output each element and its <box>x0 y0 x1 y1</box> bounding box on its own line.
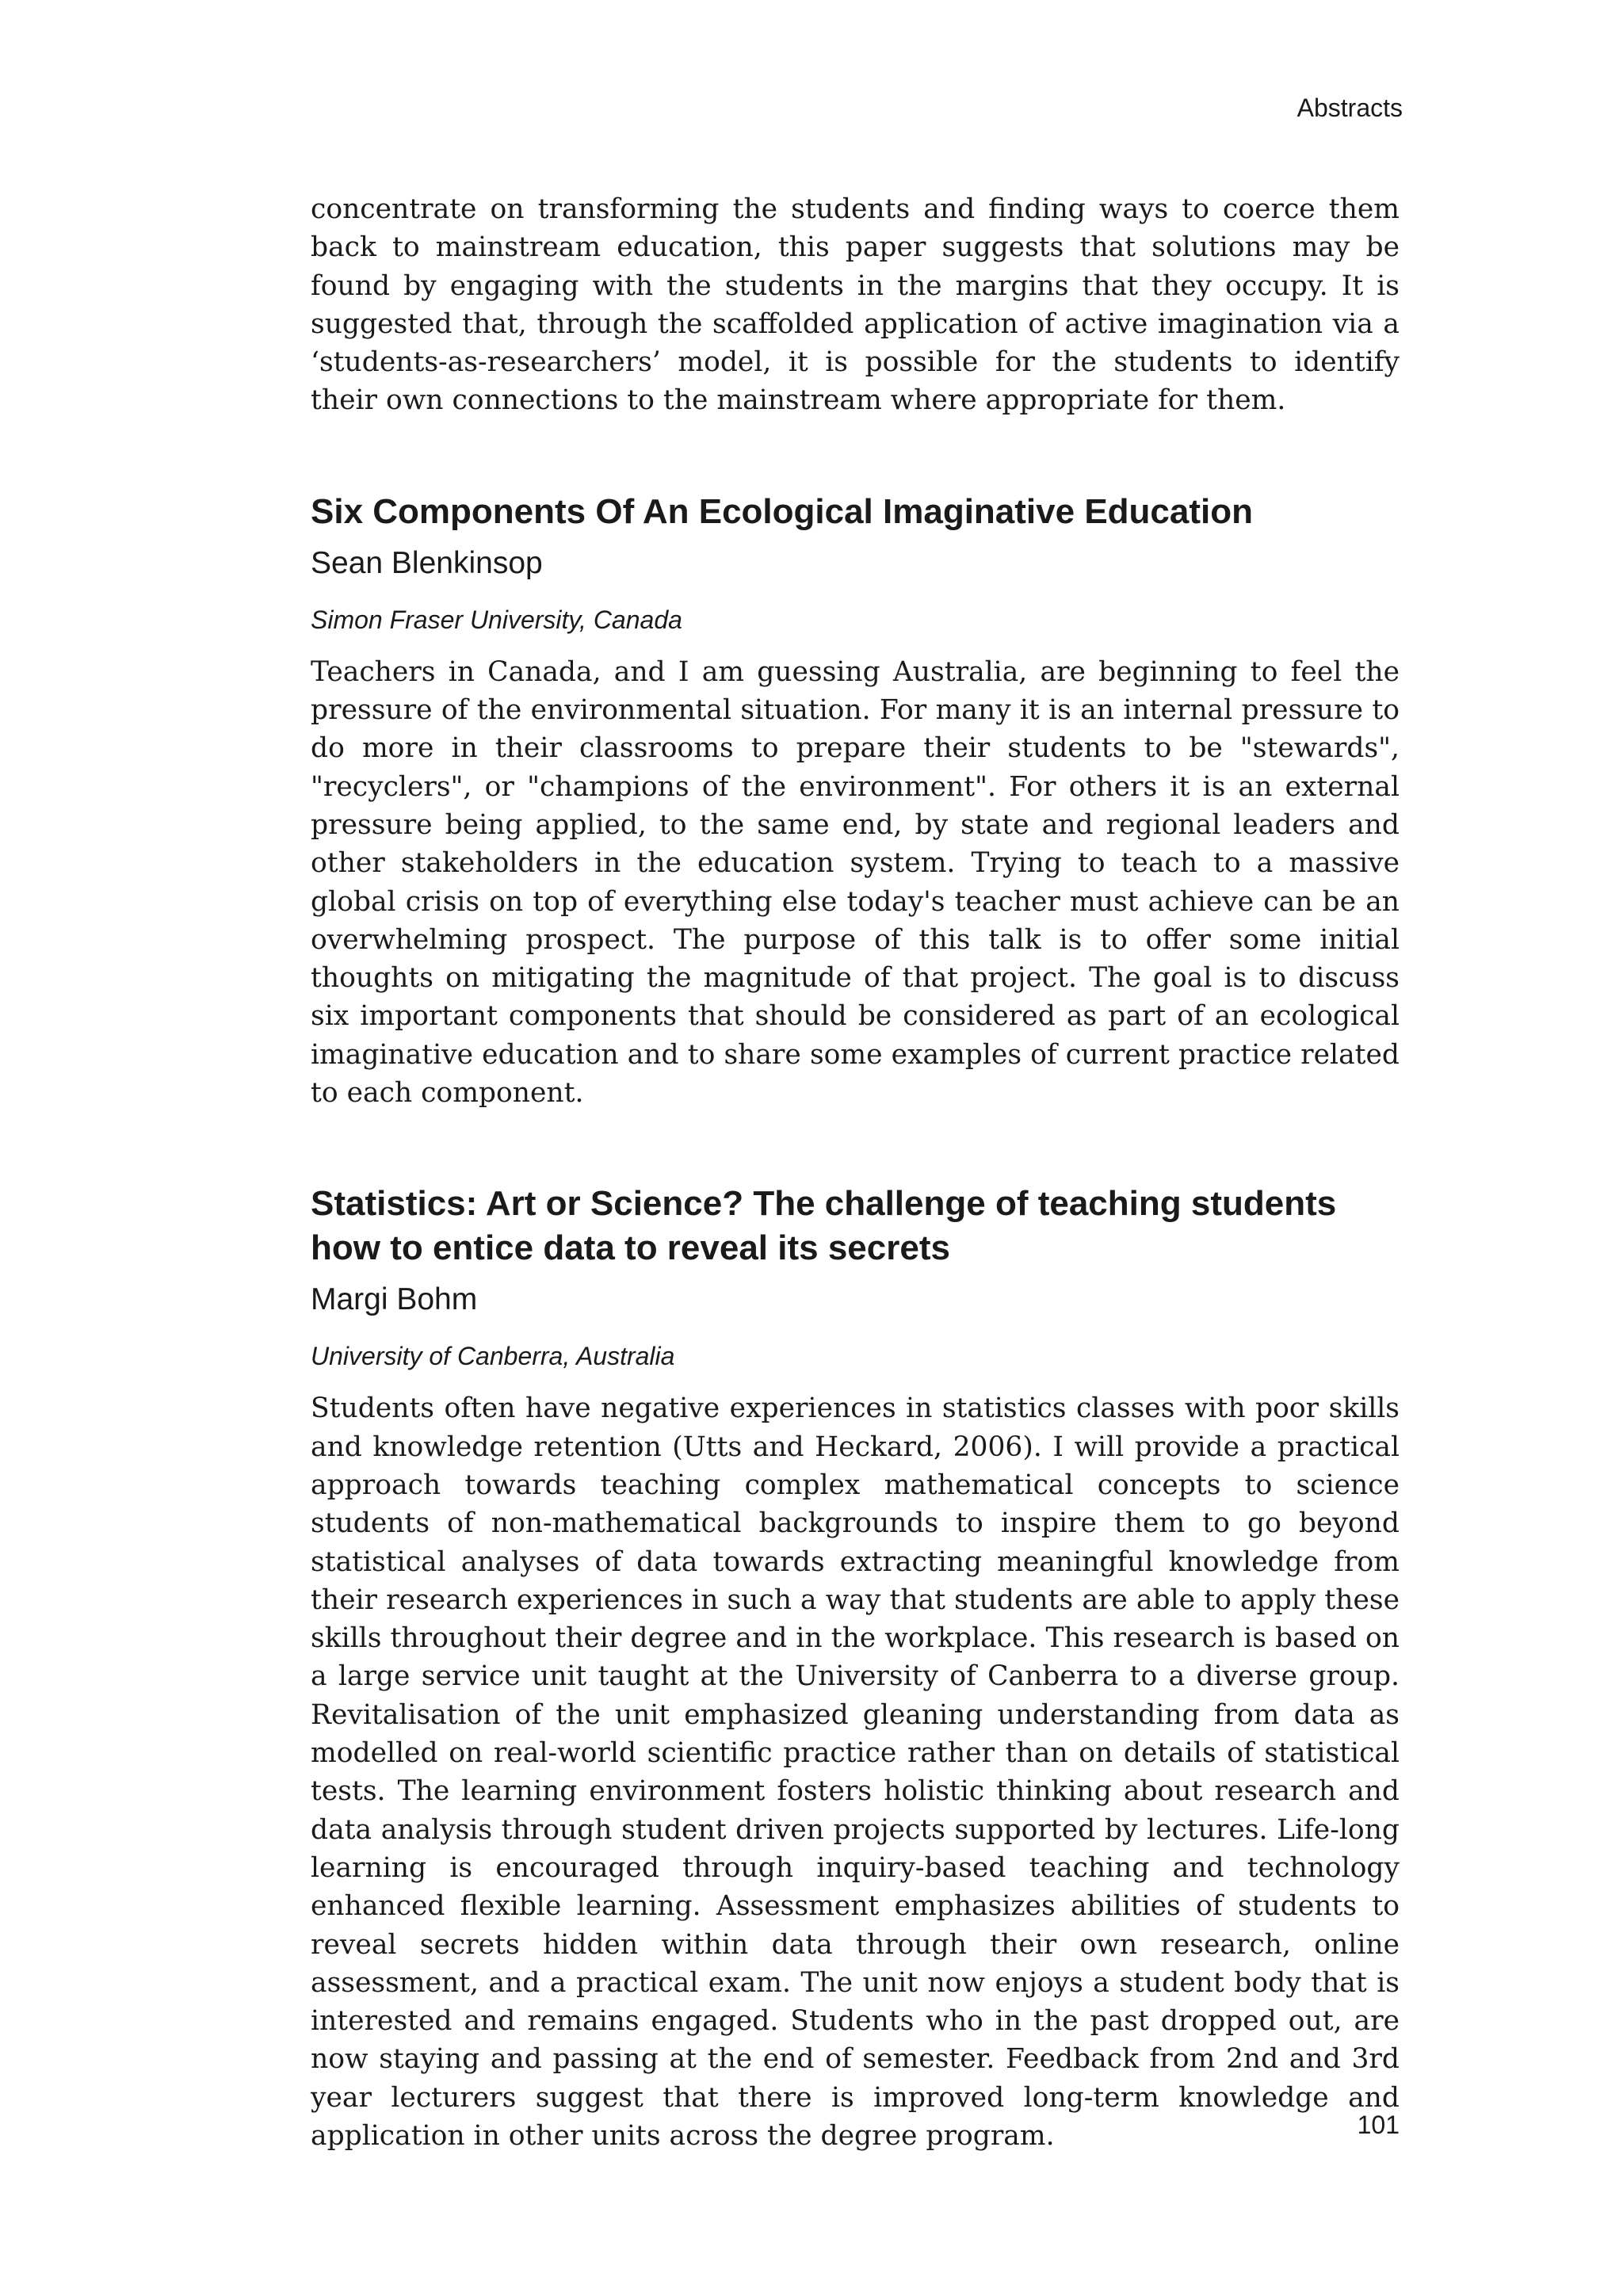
abstract-body: Students often have negative experiences in statistics classes with poor skills and knowledge retention (Utts and Heckard, 2006). I will provide a practical approach towards teaching complex mathematical concepts to science students of non-mathematical backgrounds to inspire them to go beyond statistical analyses of data towards extracting meaningful knowledge from their research experiences in such a way that students are able to apply these skills throughout their degree and in the workplace. This research is based on a large service unit taught at the University of Canberra to a diverse group. Revitalisation of the unit emphasized gleaning understanding from data as modelled on real-world scientific practice rather than on details of statistical tests. The learning environment fosters holistic thinking about research and data analysis through student driven projects supported by lectures. Life-long learning is encouraged through inquiry-based teaching and technology enhanced flexible learning. Assessment emphasizes abilities of students to reveal secrets hidden within data through their own research, online assessment, and a practical exam. The unit now enjoys a student body that is interested and remains engaged. Students who in the past dropped out, are now staying and passing at the end of semester. Feedback from 2nd and 3rd year lecturers suggest that there is improved long-term knowledge and application in other units across the degree program. <box>311 1392 1400 2152</box>
abstract-blenkinsop <box>311 490 1400 1113</box>
page-content <box>311 190 1400 2155</box>
running-header: Abstracts <box>1296 94 1403 122</box>
abstract-title: Statistics: Art or Science? The challenge of teaching students how to entice data to reveal its secrets <box>311 1184 1337 1268</box>
abstract-body: Teachers in Canada, and I am guessing Australia, are beginning to feel the pressure of the environmental situation. For many it is an internal pressure to do more in their classrooms to prepare their students to be "stewards", "recyclers", or "champions of the environment". For others it is an external pressure being applied, to the same end, by state and regional leaders and other stakeholders in the education system. Trying to teach to a massive global crisis on top of everything else today's teacher must achieve can be an overwhelming prospect. The purpose of this talk is to offer some initial thoughts on mitigating the magnitude of that project. The goal is to discuss six important components that should be considered as part of an ecological imaginative education and to share some examples of current practice related to each component. <box>311 655 1400 1110</box>
continuation-paragraph: concentrate on transforming the students and finding ways to coerce them back to mainstream education, this paper suggests that solutions may be found by engaging with the students in the margins that they occupy. It is suggested that, through the scaffolded application of active imagination via a ‘students-as-researchers’ model, it is possible for the students to identify their own connections to the mainstream where appropriate for them. <box>311 193 1400 417</box>
page-number: 101 <box>1357 2111 1400 2139</box>
abstract-bohm <box>311 1182 1400 2155</box>
abstract-title: Six Components Of An Ecological Imaginative Education <box>311 491 1253 531</box>
abstract-affiliation: University of Canberra, Australia <box>311 1342 675 1371</box>
abstract-author: Margi Bohm <box>311 1282 478 1317</box>
abstract-affiliation: Simon Fraser University, Canada <box>311 605 682 634</box>
abstract-author: Sean Blenkinsop <box>311 545 543 580</box>
